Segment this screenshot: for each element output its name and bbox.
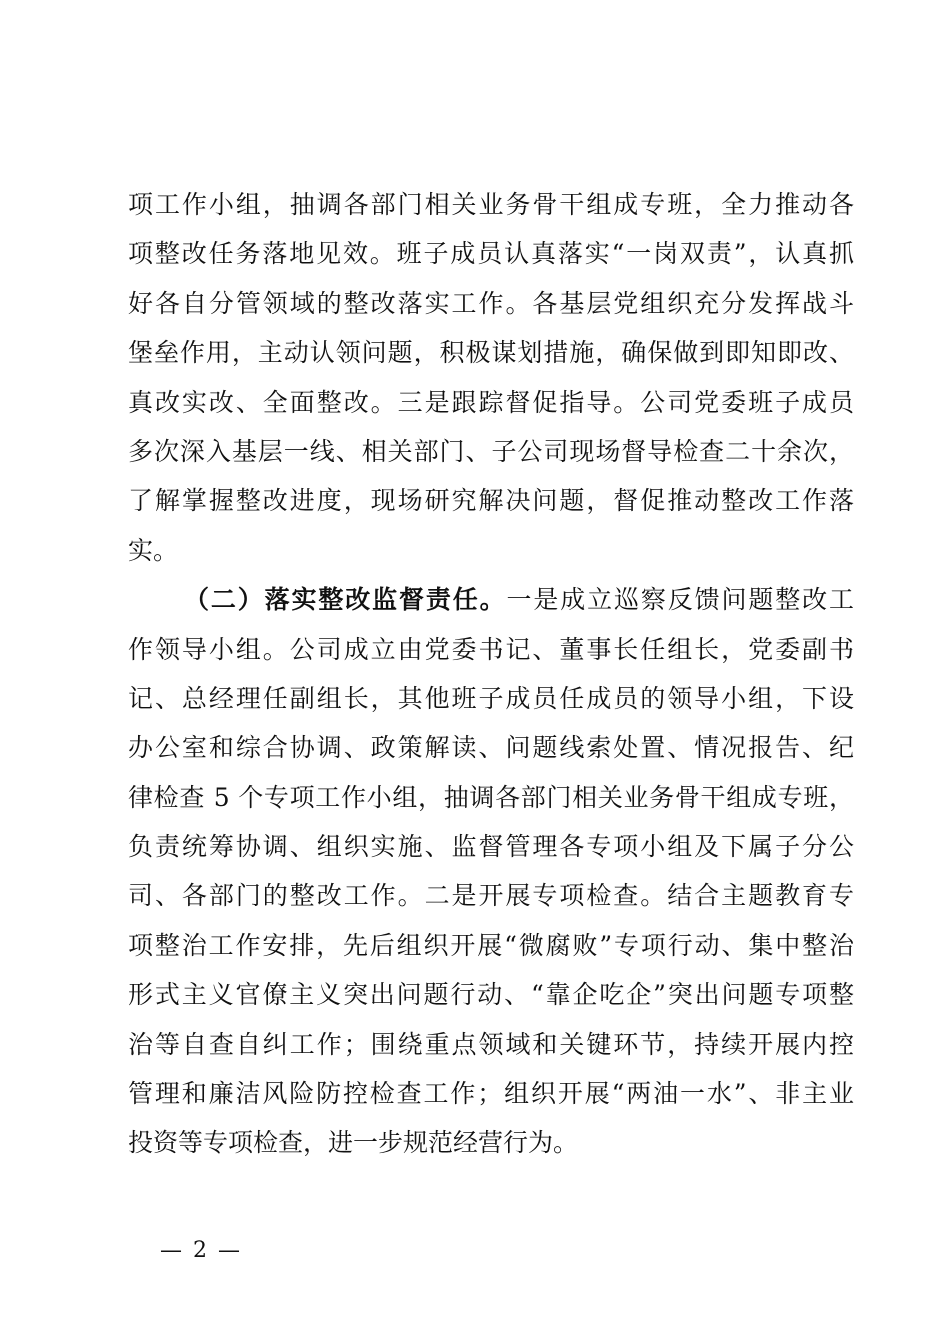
paragraph-line: 项工作小组，抽调各部门相关业务骨干组成专班，全力推动各	[128, 190, 854, 219]
paragraph-line: 投资等专项检查，进一步规范经营行为。	[128, 1128, 579, 1158]
section-heading: （二）落实整改监督责任。	[184, 585, 507, 615]
page-number: — 2 —	[160, 1238, 242, 1263]
paragraph-line: 作领导小组。公司成立由党委书记、董事长任组长，党委副书	[128, 634, 854, 664]
paragraph-line: 负责统筹协调、组织实施、监督管理各专项小组及下属子分公	[128, 832, 854, 862]
paragraph-line: 司、各部门的整改工作。二是开展专项检查。结合主题教育专	[128, 881, 854, 911]
paragraph-first-line	[128, 575, 854, 624]
paragraph-line-rest: 一是成立巡察反馈问题整改工	[506, 585, 854, 615]
paragraph-line: 实。	[128, 535, 179, 565]
paragraph-line: 了解掌握整改进度，现场研究解决问题，督促推动整改工作落	[128, 486, 854, 516]
paragraph-line: 多次深入基层一线、相关部门、子公司现场督导检查二十余次，	[128, 436, 854, 466]
paragraph-2	[128, 575, 854, 1168]
paragraph-line: 治等自查自纠工作；围绕重点领域和关键环节，持续开展内控	[128, 1029, 854, 1059]
paragraph-line: 管理和廉洁风险防控检查工作；组织开展“两油一水”、非主业	[128, 1079, 854, 1109]
paragraph-1	[128, 180, 854, 575]
paragraph-line: 形式主义官僚主义突出问题行动、“靠企吃企”突出问题专项整	[128, 980, 854, 1010]
body-text	[128, 180, 854, 1168]
paragraph-line: 真改实改、全面整改。三是跟踪督促指导。公司党委班子成员	[128, 387, 854, 417]
paragraph-line: 项整治工作安排，先后组织开展“微腐败”专项行动、集中整治	[128, 930, 854, 960]
paragraph-line: 律检查 5 个专项工作小组，抽调各部门相关业务骨干组成专班，	[128, 782, 854, 812]
paragraph-line: 项整改任务落地见效。班子成员认真落实“一岗双责”，认真抓	[128, 239, 854, 269]
paragraph-line: 堡垒作用，主动认领问题，积极谋划措施，确保做到即知即改、	[128, 338, 854, 368]
paragraph-line: 好各自分管领域的整改落实工作。各基层党组织充分发挥战斗	[128, 288, 854, 318]
paragraph-line: 记、总经理任副组长，其他班子成员任成员的领导小组，下设	[128, 683, 854, 713]
paragraph-line: 办公室和综合协调、政策解读、问题线索处置、情况报告、纪	[128, 733, 854, 763]
